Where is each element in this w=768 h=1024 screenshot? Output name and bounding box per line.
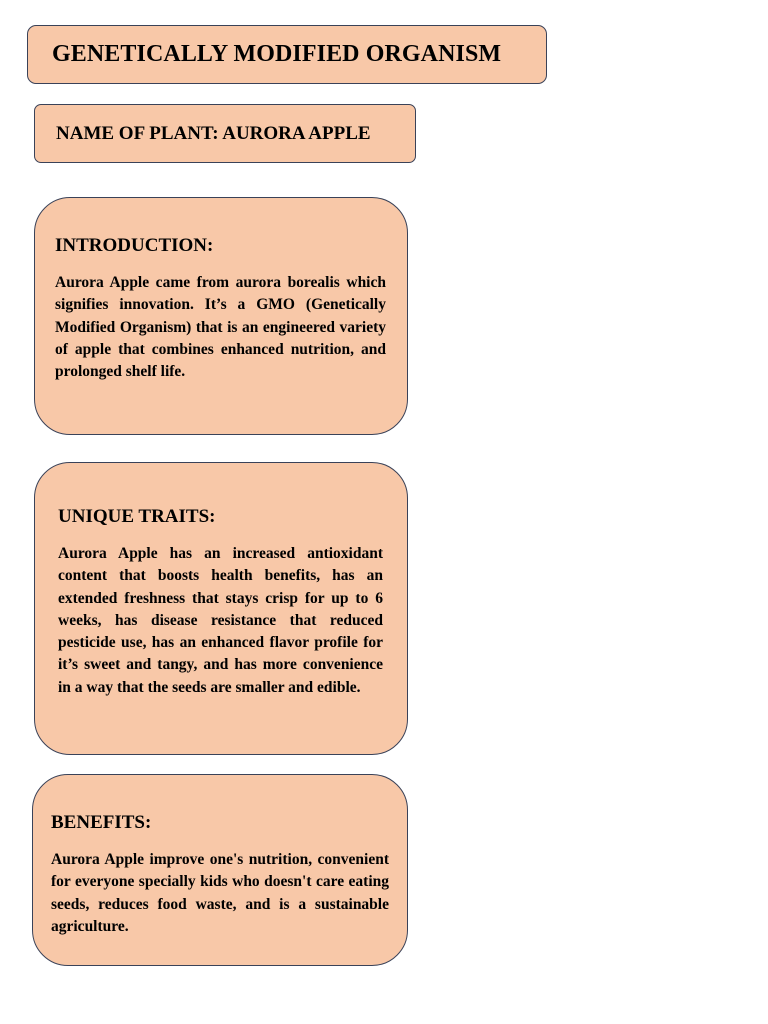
introduction-section [34,197,408,435]
title-box [27,25,547,84]
unique-traits-heading: UNIQUE TRAITS: [58,506,216,527]
introduction-heading: INTRODUCTION: [55,235,214,256]
plant-name-box [34,104,416,163]
unique-traits-text: Aurora Apple has an increased antioxidant content that boosts health benefits, has an extended freshness that stays crisp for up to 6 weeks, has disease resistance that reduced pesticide use, has an enhanced flavor profile for it’s sweet and tangy, and has more convenience in a way that the seeds are smaller and edible. [58,545,383,696]
benefits-heading: BENEFITS: [51,812,152,833]
plant-name: NAME OF PLANT: AURORA APPLE [56,122,371,144]
benefits-text: Aurora Apple improve one's nutrition, convenient for everyone specially kids who doesn't care eating seeds, reduces food waste, and is a sustainable agriculture. [51,851,389,935]
unique-traits-section [34,462,408,755]
benefits-section [32,774,408,966]
page-title: GENETICALLY MODIFIED ORGANISM [52,41,502,67]
introduction-text: Aurora Apple came from aurora borealis which signifies innovation. It’s a GMO (Genetically Modified Organism) that is an engineered variety of apple that combines enhanced nutrition, and prolonged shelf life. [55,274,386,381]
